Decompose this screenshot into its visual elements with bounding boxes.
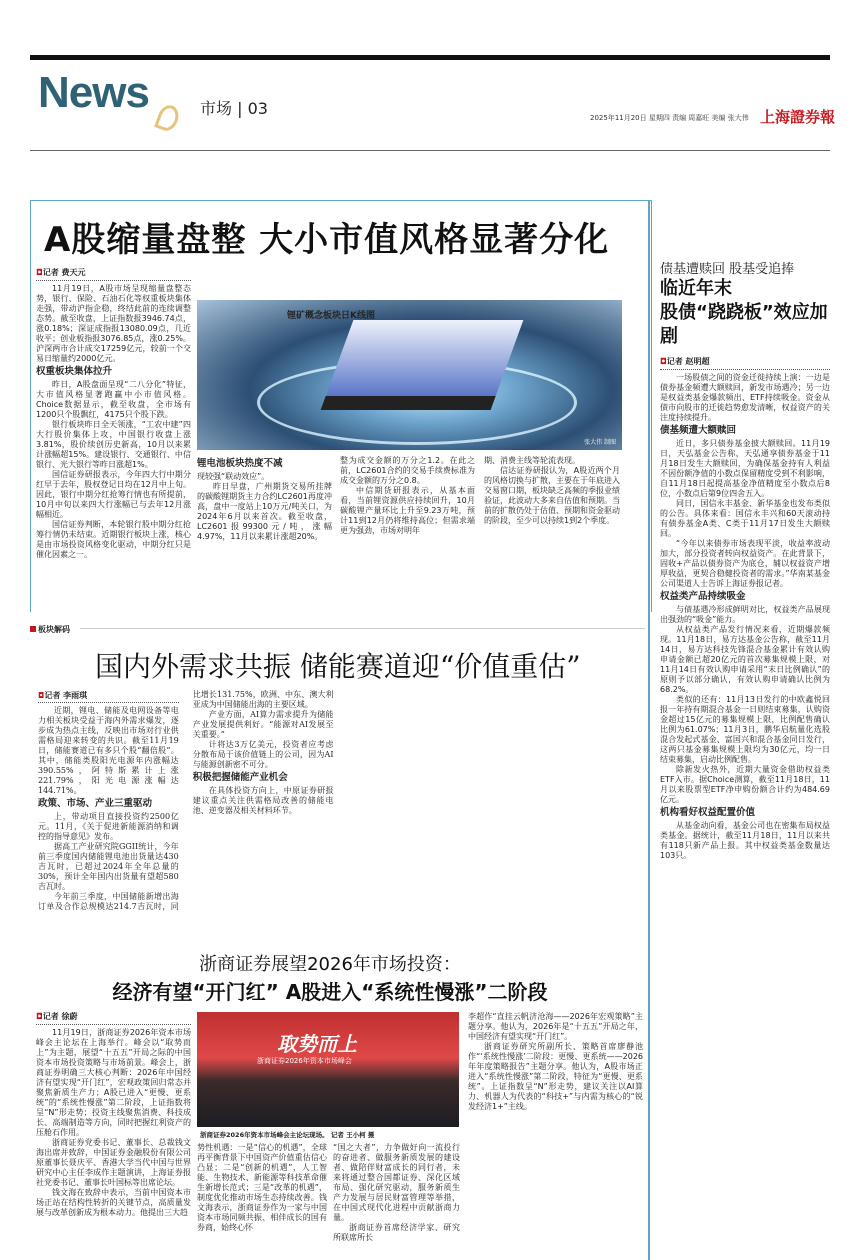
paragraph: 国信证券研报表示，今年四大行中期分红早于去年，股权登记日均在12月中上旬。因此，银行中期分红抢筹行情也有所提前，10月中旬以来四大行涨幅已与去年12月涨幅相近。	[36, 470, 191, 519]
paragraph: 在具体投资方向上，中原证券研报建议重点关注供需格局改善的储能电池、逆变器及相关材料环节。	[192, 786, 334, 815]
zheshang-headline: 经济有望“开门红” A股进入“系统性慢涨”二阶段	[112, 980, 548, 1004]
banner-subtitle: 浙商证券2026年资本市场峰会	[257, 1057, 352, 1065]
byline: ◘记者 赵明超	[660, 357, 830, 370]
masthead-rule	[30, 55, 830, 60]
section-name: 市场	[200, 99, 233, 118]
paragraph: 近日，多只债券基金披大额赎回。11月19日，天弘基金公告称，天弘通享债券基金于11月18日发生大额赎回，为确保基金持有人利益不因份额净值的小数点保留精度受到不利影响，自11月18日起提高基金净值精度至小数点后8位，小数点后第9位四舍五入。	[660, 439, 830, 498]
header-rule	[30, 150, 830, 151]
paragraph: 昨日，A股盘面呈现“二八分化”特征，大市值风格显著跑赢中小市值风格。Choice数据显示，截至收盘，全市场有1200只个股飘红，4175只个股下跌。	[36, 380, 191, 419]
lead-column-1	[36, 268, 191, 610]
lead-column-3	[340, 456, 475, 608]
bond-fund-article	[660, 258, 830, 861]
lead-byline: ◘记者 费天元	[36, 268, 191, 281]
subheading: 权益类产品持续吸金	[660, 591, 746, 602]
news-logo: News	[38, 68, 149, 117]
article-headline-2: 股债“跷跷板”效应加剧	[660, 302, 828, 347]
tag-text: 板块解码	[38, 625, 70, 634]
paragraph: 期、消费主线等轮流表现。	[484, 456, 580, 465]
article-kicker: 债基遭赎回 股基受追捧	[660, 262, 795, 277]
paragraph: 中信期货研报表示，从基本面看，当前锂资源供应持续回升，10月碳酸锂产量环比上升至9.23万吨，预计11到12月仍将维持高位；但需求端更为强劲，市场对明年	[340, 486, 475, 535]
paragraph: 据高工产业研究院GGII统计，今年前三季度国内储能锂电池出货量达430吉瓦时，已超过2024年全年总量的30%，预计全年国内出货量有望超580吉瓦时。	[38, 842, 179, 891]
byline: ◘记者 徐蔚	[36, 1012, 191, 1025]
byline-text: 记者 李雨琪	[44, 690, 88, 700]
image-credit: 张大伟 制图	[584, 439, 616, 446]
paragraph: 近期，锂电、储能及电网设备等电力相关板块受益于海内外需求爆发，逐步成为热点主线，反映出市场对行业供需格局迎来转变的共识。截至11月19日，储能赛道已有多只个股“翻倍股”。其中，储能类股阳光电源年内涨幅达390.55%，阿特斯累计上涨221.79%，阳光电源涨幅达144.71%。	[38, 706, 179, 795]
zheshang-column-3	[333, 1143, 460, 1251]
tag-rule	[80, 628, 645, 629]
paragraph: 一场股债之间的资金迁徙持续上演：一边是债券基金频遭大额赎回，新发市场遇冷；另一边是权益类基金爆款频出、ETF持续吸金。资金从债市向股市的迁徙趋势愈发清晰，权益资产的关注度持续提升。	[660, 373, 830, 422]
paragraph: 势性机遇：一是“信心的机遇”，全球再平衡背景下中国资产价值重估信心凸显；二是“创新的机遇”，人工智能、生物技术、新能源等科技革命催生新增长范式；三是“改革的机遇”，制度优化推动市场生态持续改善。钱文海表示，浙商证券作为一家与中国资本市场同频共振、相伴成长的国有券商，始终心怀	[197, 1143, 327, 1232]
energy-headline: 国内外需求共振 储能赛道迎“价值重估”	[95, 650, 581, 683]
paragraph: “国之大者”，力争做好向一流投行的奋进者、做服务新质发展的建设者、做陪伴财富成长的同行者，未来将通过整合国都证券、深化区域布局、强化研究驱动，服务新质生产力发展与居民财富管理等举措，在中国式现代化进程中贡献浙商力量。	[333, 1143, 460, 1222]
image-caption: 锂矿概念板块日K线图	[287, 311, 375, 321]
paragraph: 11月19日，浙商证券2026年资本市场峰会主论坛在上海举行。峰会以“取势而上”为主题，展望“十五五”开局之际的中国资本市场投资策略与市场前景。峰会上，浙商证券明确三大核心判断：2026年中国经济有望实现“开门红”，宏观政策回归常态并聚焦新质生产力；A股已进入“更慢、更系统”的“系统性慢涨”第二阶段，上证指数将呈“N”形走势；投资主线聚焦消费、科技成长、高端制造等方向，同时把握红利资产的压舱石作用。	[36, 1028, 191, 1137]
subheading: 权重板块集体拉升	[36, 366, 113, 377]
subheading: 锂电池板块热度不减	[197, 458, 283, 469]
byline-text: 记者 费天元	[42, 268, 86, 277]
zheshang-column-2	[197, 1143, 327, 1251]
zheshang-column-1	[36, 1012, 191, 1252]
paragraph: “今年以来债券市场表现平淡，收益率波动加大，部分投资者转向权益资产。在此背景下，固收+产品以债券资产为底仓，辅以权益资产增厚收益，更契合稳健投资者的需求。”华南某基金公司渠道人士告诉上海证券报记者。	[660, 539, 830, 588]
paragraph: 从权益类产品发行情况来看，近期爆款频现。11月18日，易方达基金公告称，截至11月14日，易方达科技先锋混合基金累计有效认购申请金额已超20亿元的首次募集规模上限，对11月14日有效认购申请采用“末日比例确认”的原则予以部分确认，有效认购申请确认比例为68.2%。	[660, 625, 830, 694]
energy-article-body	[38, 690, 643, 930]
paragraph: 浙商证券首席经济学家、研究所联席所长	[333, 1223, 460, 1242]
dateline: 2025年11月20日 星期四 责编 周嘉旺 美编 张大伟	[590, 114, 749, 122]
subheading: 机构看好权益配置价值	[660, 807, 756, 818]
summit-photo	[197, 1012, 459, 1127]
byline: ◘记者 李雨琪	[38, 690, 179, 703]
section-label: 市场 | 03	[200, 99, 268, 118]
paragraph: 现较强“联动效应”。	[197, 472, 270, 481]
lithium-chart-illustration	[197, 300, 622, 450]
paragraph: 昨日早盘，广州期货交易所挂牌的碳酸锂期货主力合约LC2601再度冲高，盘中一度站上10万元/吨关口，为2024年6月以来首次。截至收盘，LC2601报99300元/吨，涨幅4.97%，11月以来累计涨超20%。	[197, 482, 332, 541]
paragraph: 浙商证券研究所副所长、策略首席廖静池作“‘系统性慢涨’二阶段：更慢、更系统——2026年年度策略报告”主题分享。他认为，A股市场正进入“系统性慢涨”第二阶段，特征为“更慢、更系统”。上证指数呈“N”形走势，建议关注以AI算力、机器人为代表的“科技+”与内需为核心的“锐发经济1+”主线。	[468, 1042, 643, 1111]
byline-text: 记者 徐蔚	[42, 1012, 78, 1021]
banner-slogan: 取势而上	[277, 1032, 357, 1056]
paragraph: 产业方面，AI算力需求提升为储能产业发展提供利好。“能源对AI发展至关重要。”	[192, 710, 334, 739]
byline-text: 记者 赵明超	[666, 357, 710, 366]
paragraph: 类似的还有：11月13日发行的中欧鑫悦回报一年持有期混合基金一日则结束募集，认购资金超过15亿元的募集规模上限，比例配售确认比例为61.07%；11月3日，鹏华启航量化选股混合发起式基金、富国兴和混合基金同日发行，这两只基金募集规模上限均为30亿元，均一日结束募集，启动比例配售。	[660, 695, 830, 764]
paragraph: 李超作“直挂云帆济沧海——2026年宏观策略”主题分享。他认为，2026年是“十五五”开局之年，中国经济有望实现“开门红”。	[468, 1012, 643, 1041]
paragraph: 信达证券研报认为，A股近两个月的风格切换与扩散，主要在于年底进入交易窗口期，板块缺乏高频的季报业绩验证，此波动大多来自估值和预期。当前的扩散仍处于估值、预期和资金驱动的阶段，至少可以持续1到2个季度。	[484, 466, 620, 525]
paragraph: 计将达3万亿美元，投资者应考虑分散布局于该价值链上的公司，因为AI与能源创新密不可分。	[192, 740, 334, 769]
lead-column-4	[484, 456, 620, 608]
subheading: 债基频遭大额赎回	[660, 425, 737, 436]
speech-bubble-icon	[154, 102, 182, 133]
paragraph: 与债基遇冷形成鲜明对比，权益类产品展现出强劲的“吸金”能力。	[660, 605, 830, 624]
paragraph: 浙商证券党委书记、董事长、总裁钱文海出席并致辞，中国证券金融股份有限公司原董事长聂庆平、香港大学当代中国与世界研究中心主任李成作主题演讲，上海证券报社党委书记、董事长叶国标等出席论坛。	[36, 1138, 191, 1187]
photo-caption: 浙商证券2026年资本市场峰会主论坛现场。 记者 王小柯 摄	[200, 1131, 375, 1139]
lead-column-2	[197, 456, 332, 608]
article-body	[660, 357, 830, 861]
paragraph: 从基金动向看，基金公司也在密集布局权益类基金。据统计，截至11月18日，11月以来共有118只新产品上报。其中权益类基金数量达103只。	[660, 821, 830, 860]
paragraph: 同日，国信永丰基金、新华基金也发布类似的公告。具体来看：国信永丰兴和60天滚动持有债券基金A类、C类于11月17日发生大额赎回。	[660, 499, 830, 538]
paragraph: 钱文海在致辞中表示，当前中国资本市场正站在结构性转折的关键节点，高质量发展与改革创新成为根本动力。他提出三大趋	[36, 1188, 191, 1217]
paragraph: 整为成交金额的万分之1.2。在此之前，LC2601合约的交易手续费标准为成交金额的万分之0.8。	[340, 456, 475, 485]
page-number: 03	[247, 99, 268, 118]
paragraph: 11月19日，A股市场呈现缩量盘整态势，银行、保险、石油石化等权重板块集体走强，带动沪指企稳，终结此前的连续调整态势。截至收盘，上证指数报3946.74点，涨0.18%；深证成指报13080.09点，几近收平；创业板指报3076.85点，涨0.25%。沪深两市合计成交17259亿元，较前一个交易日缩量约2000亿元。	[36, 284, 191, 363]
paragraph: 除新发火热外，近期大量资金借助权益类ETF入市。据Choice测算，截至11月18日，11月以来股票型ETF净申购份额合计约为484.69亿元。	[660, 765, 830, 804]
subheading: 积极把握储能产业机会	[192, 772, 288, 783]
section-tag	[30, 624, 70, 635]
paragraph: 上，带动项目直接投资约2500亿元。11月，《关于促进新能源消纳和调控的指导意见》发布。	[38, 812, 179, 841]
paragraph: 银行板块昨日全天领涨，“工农中建”四大行股价集体上攻，中国银行收盘上涨3.81%，股价续创历史新高，10月以来累计涨幅超15%。建设银行、交通银行、中信银行、光大银行等昨日涨超1%。	[36, 420, 191, 469]
paragraph: 国信证券判断，本轮银行股中期分红抢筹行情仍未结束。近期银行板块上涨，核心是由市场投资风格变化驱动，中期分红只是催化因素之一。	[36, 520, 191, 559]
zheshang-kicker: 浙商证券展望2026年市场投资：	[199, 954, 461, 975]
lead-headline: A股缩量盘整 大小市值风格显著分化	[44, 220, 610, 260]
tag-marker-icon	[30, 626, 36, 632]
battery-chip	[321, 320, 524, 410]
zheshang-column-4	[468, 1012, 643, 1250]
subheading: 政策、市场、产业三重驱动	[38, 798, 153, 809]
paper-logo: 上海證券報	[760, 108, 836, 126]
column-divider	[648, 200, 650, 1260]
article-headline-1: 临近年末	[660, 278, 732, 299]
paragraph: 今年前三季度，中国储能新增出海订单及合作总规模达214.7吉瓦时，同比增长131.75%，欧洲、中东、澳大利亚成为中国储能出海的主要区域。	[38, 690, 334, 911]
